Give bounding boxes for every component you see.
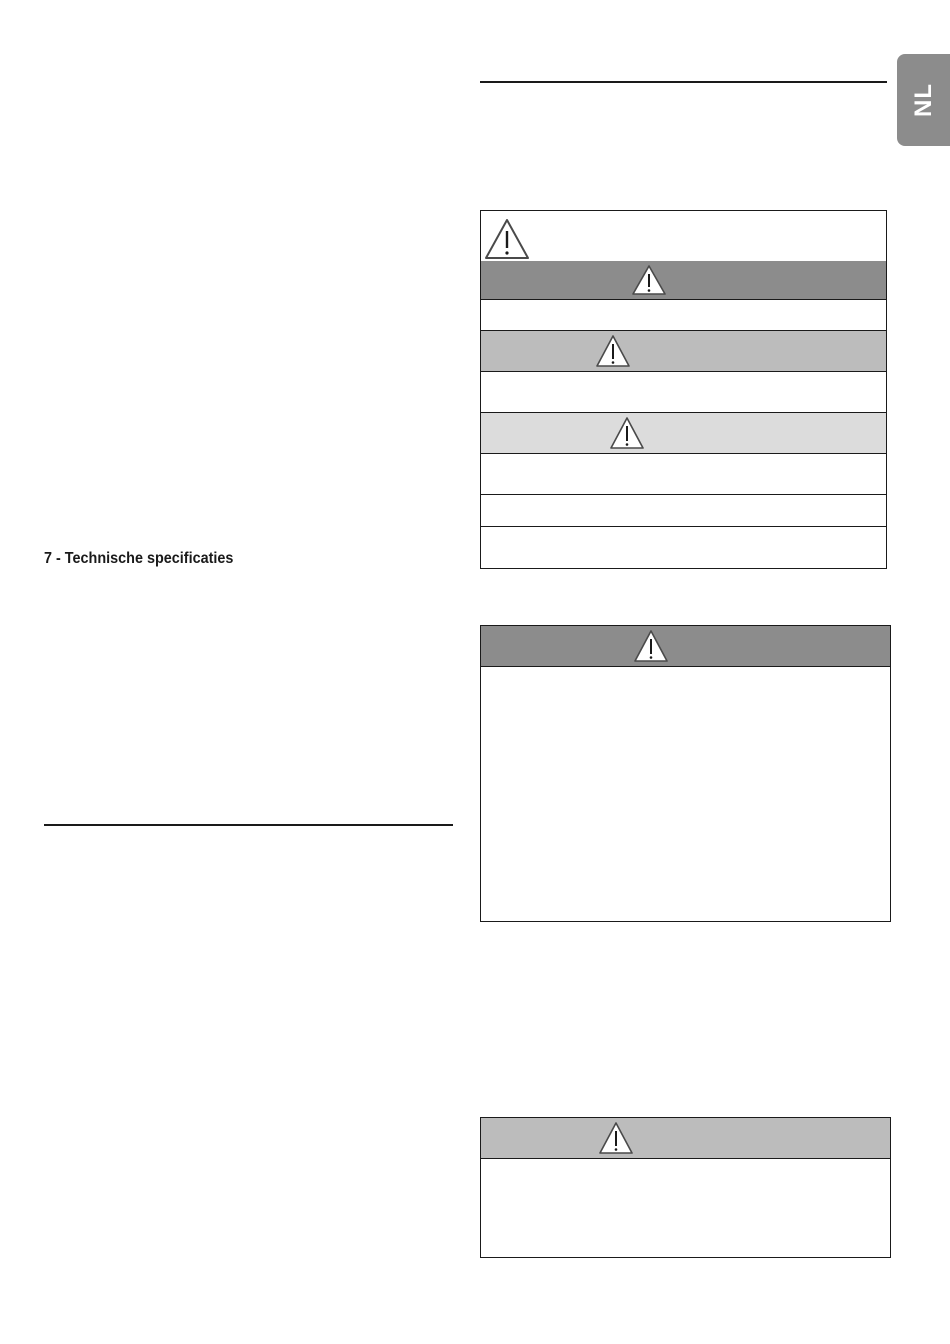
top-rule [480,81,887,83]
legend-warning-description [481,372,886,412]
warning-triangle-icon [598,1121,634,1155]
legend-caution-description [481,454,886,494]
danger-box-header [481,626,890,666]
section-heading: 7 - Technische specificaties [44,550,234,567]
warning-triangle-icon [631,264,667,296]
language-tab-label: NL [909,83,937,117]
legend-danger-description [481,300,886,330]
warning-triangle-icon [595,334,631,368]
warning-box [480,1117,891,1258]
warning-triangle-icon [633,629,669,663]
danger-box-body [481,667,890,921]
warning-box-header [481,1118,890,1158]
warning-triangle-icon [609,416,645,450]
legend-caution-band [481,413,886,453]
legend-danger-band [481,261,886,299]
safety-legend-table [480,210,887,569]
warning-triangle-icon [484,218,530,260]
legend-extra-row [481,495,886,526]
legend-warning-band [481,331,886,371]
language-tab [897,54,950,146]
legend-general-row [481,211,886,261]
legend-extra-row [481,527,886,568]
danger-warning-box [480,625,891,922]
left-rule [44,824,453,826]
warning-box-body [481,1159,890,1257]
